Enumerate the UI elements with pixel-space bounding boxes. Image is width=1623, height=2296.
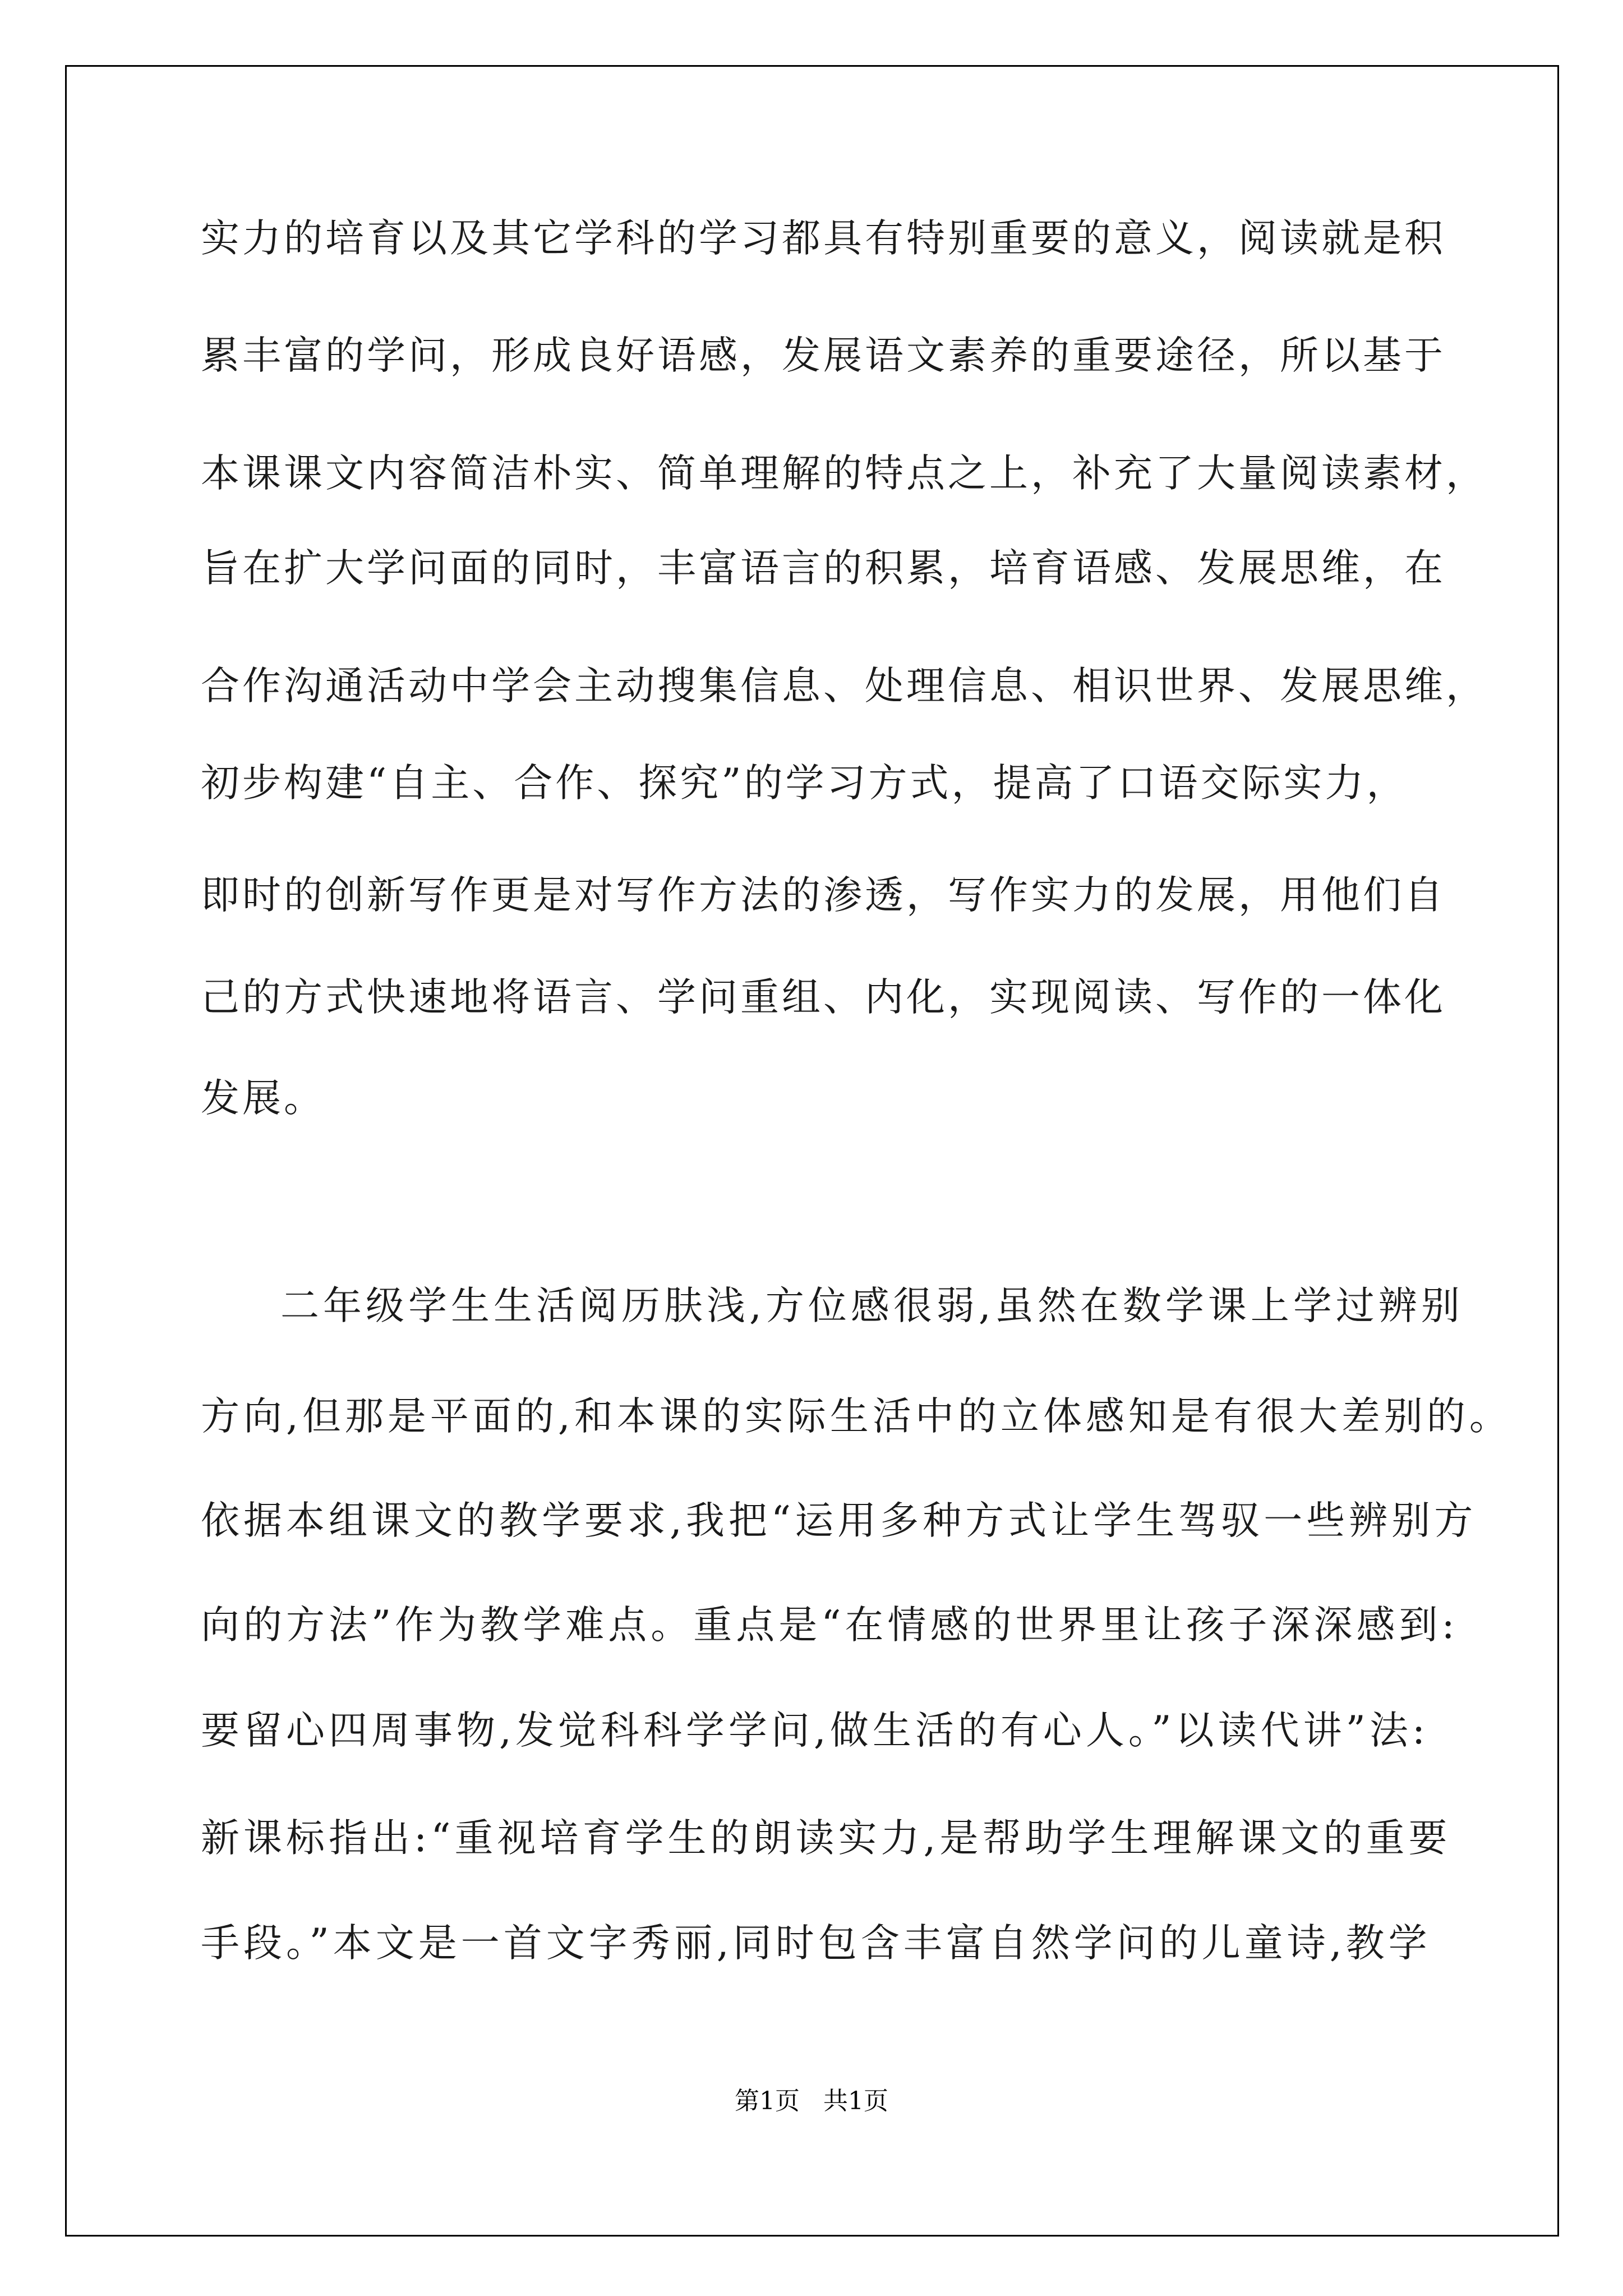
paragraph-2-line: 二年级学生生活阅历肤浅,方位感很弱,虽然在数学课上学过辨别	[280, 1283, 1464, 1328]
paragraph-2-line: 向的方法”作为教学难点。重点是“在情感的世界里让孩子深深感到:	[201, 1603, 1459, 1648]
page-number-current: 第1页	[735, 2087, 800, 2115]
paragraph-2-line: 方向,但那是平面的,和本课的实际生活中的立体感知是有很大差别的。	[201, 1394, 1512, 1439]
paragraph-1-line: 旨在扩大学问面的同时，丰富语言的积累，培育语感、发展思维，在	[201, 546, 1446, 591]
paragraph-1-line: 即时的创新写作更是对写作方法的渗透，写作实力的发展，用他们自	[201, 873, 1446, 918]
page-footer	[0, 2087, 1623, 2116]
paragraph-1-line: 己的方式快速地将语言、学问重组、内化，实现阅读、写作的一体化	[201, 975, 1446, 1020]
paragraph-1-line: 本课课文内容简洁朴实、简单理解的特点之上，补充了大量阅读素材，	[201, 451, 1487, 496]
page-number-total: 共1页	[823, 2087, 888, 2115]
paragraph-1-line: 实力的培育以及其它学科的学习都具有特别重要的意义，阅读就是积	[201, 216, 1446, 261]
paragraph-1-line: 合作沟通活动中学会主动搜集信息、处理信息、相识世界、发展思维，	[201, 664, 1487, 708]
paragraph-2-line: 依据本组课文的教学要求,我把“运用多种方式让学生驾驭一些辨别方	[201, 1498, 1477, 1543]
paragraph-2-line: 要留心四周事物,发觉科科学学问,做生活的有心人。”以读代讲”法:	[201, 1708, 1430, 1753]
paragraph-1-line: 累丰富的学问，形成良好语感，发展语文素养的重要途径，所以基于	[201, 333, 1446, 378]
paragraph-2-line: 手段。”本文是一首文字秀丽,同时包含丰富自然学问的儿童诗,教学	[201, 1921, 1431, 1966]
paragraph-1-line: 发展。	[201, 1076, 325, 1121]
paragraph-2-line: 新课标指出:“重视培育学生的朗读实力,是帮助学生理解课文的重要	[201, 1816, 1451, 1861]
paragraph-1-line: 初步构建“自主、合作、探究”的学习方式，提高了口语交际实力，	[201, 761, 1408, 806]
page-border	[65, 65, 1559, 2237]
